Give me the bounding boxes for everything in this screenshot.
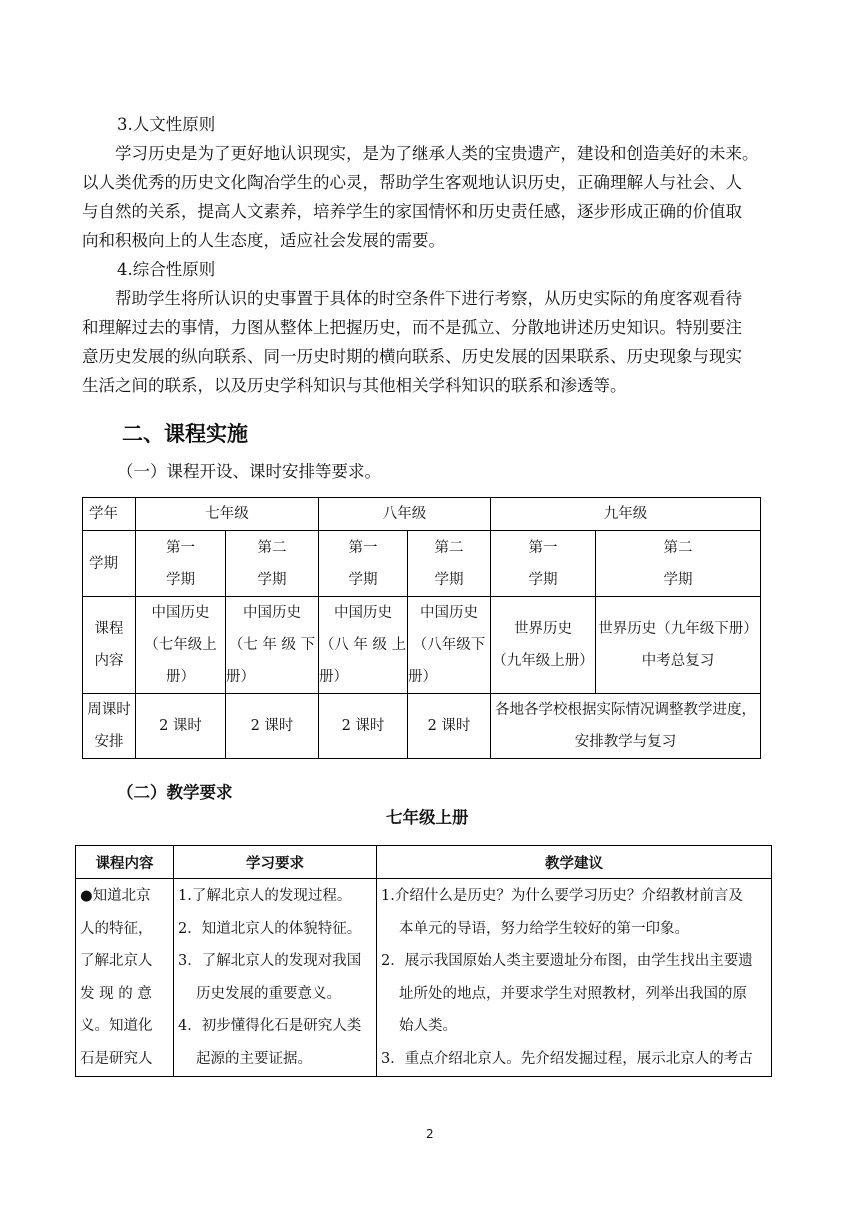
content-line: （八年级下 <box>412 637 486 653</box>
principle-4-heading: 4.综合性原则 <box>117 260 216 279</box>
requirement-item: 4．初步懂得化石是研究人类 <box>178 1018 362 1034</box>
content-line: 中国历史 <box>151 605 210 621</box>
hours-label-line: 安排 <box>94 734 124 750</box>
term-line: 第一 <box>348 539 378 556</box>
term-cell <box>491 531 596 597</box>
hours-cell: 2 课时 <box>136 694 226 759</box>
header-content: 课程内容 <box>76 846 174 879</box>
subsection-1-title: （一）课程开设、课时安排等要求。 <box>117 462 381 481</box>
content-line: 中国历史 <box>420 605 478 621</box>
content-line: 发 现 的 意 <box>80 985 152 1002</box>
suggestion-item-cont: 址所处的地点，并要求学生对照教材，列举出我国的原 <box>399 985 747 1002</box>
content-cell <box>491 597 596 694</box>
principle-3-line: 与自然的关系，提高人文素养，培养学生的家国情怀和历史责任感，逐步形成正确的价值取 <box>82 202 742 221</box>
requirement-item-cont: 起源的主要证据。 <box>196 1050 312 1067</box>
suggestion-item: 1.介绍什么是历史？为什么要学习历史？介绍教材前言及 <box>381 888 743 904</box>
content-line: （七 年 级 下 <box>228 637 316 653</box>
content-line: 世界历史 <box>514 621 572 637</box>
schedule-table <box>82 497 761 759</box>
term-line: 学期 <box>166 571 195 588</box>
hours-label-line: 周课时 <box>87 702 131 718</box>
requirement-item: 3．了解北京人的发现对我国 <box>178 953 362 969</box>
content-cell <box>226 597 319 694</box>
content-line: 世界历史（九年级下册） <box>598 621 758 637</box>
content-line: ●知道北京 <box>80 888 151 904</box>
grade9-note-line: 各地各学校根据实际情况调整教学进度， <box>495 702 756 718</box>
header-suggestions: 教学建议 <box>377 846 772 879</box>
content-line: 中国历史 <box>334 605 392 621</box>
principle-3-body <box>82 139 782 255</box>
requirements-cell <box>174 879 377 1077</box>
hours-cell: 2 课时 <box>408 694 491 759</box>
content-line: 石是研究人 <box>80 1050 153 1067</box>
table-row <box>83 498 761 531</box>
grade-9-cell: 九年级 <box>491 498 761 531</box>
suggestion-item-cont: 本单元的导语，努力给学生较好的第一印象。 <box>399 920 689 937</box>
principle-3-line: 学习历史是为了更好地认识现实，是为了继承人类的宝贵遗产，建设和创造美好的未来。 <box>115 144 759 163</box>
requirement-item: 1.了解北京人的发现过程。 <box>178 888 352 904</box>
content-line: 义。知道化 <box>80 1018 153 1034</box>
content-line: 册） <box>319 669 348 685</box>
subsection-2-title: （二）教学要求 <box>117 783 233 802</box>
suggestion-item: 3．重点介绍北京人。先介绍发掘过程，展示北京人的考古 <box>381 1050 753 1067</box>
principle-4-line: 生活之间的联系，以及历史学科知识与其他相关学科知识的联系和渗透等。 <box>82 376 627 395</box>
content-line: 册） <box>408 669 437 685</box>
principle-4-line: 和理解过去的事情，力图从整体上把握历史，而不是孤立、分散地讲述历史知识。特别要注 <box>82 318 742 337</box>
term-line: 第二 <box>257 539 287 556</box>
term-cell <box>226 531 319 597</box>
term-label-cell: 学期 <box>83 531 136 597</box>
term-line: 第二 <box>663 539 693 556</box>
table-row <box>83 694 761 759</box>
table-header-row <box>76 846 772 879</box>
teaching-table <box>75 845 772 1077</box>
term-line: 第一 <box>166 539 195 556</box>
principle-4-line: 帮助学生将所认识的史事置于具体的时空条件下进行考察，从历史实际的角度客观看待 <box>115 289 742 308</box>
principle-3-line: 以人类优秀的历史文化陶冶学生的心灵，帮助学生客观地认识历史，正确理解人与社会、人 <box>82 173 742 192</box>
term-cell <box>596 531 761 597</box>
requirement-item-cont: 历史发展的重要意义。 <box>196 985 341 1002</box>
content-line: 中国历史 <box>243 605 301 621</box>
term-line: 学期 <box>257 571 287 588</box>
suggestions-cell <box>377 879 772 1077</box>
suggestion-item-cont: 始人类。 <box>399 1018 457 1034</box>
hours-label-cell <box>83 694 136 759</box>
suggestion-item: 2．展示我国原始人类主要遗址分布图，由学生找出主要遗 <box>381 953 753 969</box>
principle-4-line: 意历史发展的纵向联系、同一历史时期的横向联系、历史发展的因果联系、历史现象与现实 <box>82 347 742 366</box>
content-label-line: 课程 <box>94 621 124 637</box>
grade-8-cell: 八年级 <box>319 498 491 531</box>
content-line: （七年级上 <box>144 637 217 653</box>
grade9-note-line: 安排教学与复习 <box>574 734 677 750</box>
section-title: 二、课程实施 <box>122 422 248 446</box>
content-cell <box>408 597 491 694</box>
principle-3-heading: 3.人文性原则 <box>117 115 216 134</box>
content-line: 册） <box>226 669 255 685</box>
content-line: 了解北京人 <box>80 953 153 969</box>
hours-cell: 2 课时 <box>319 694 408 759</box>
content-line: 册） <box>166 669 195 685</box>
year-label-cell: 学年 <box>83 498 136 531</box>
term-cell <box>136 531 226 597</box>
term-line: 学期 <box>348 571 378 588</box>
content-cell <box>76 879 174 1077</box>
content-cell <box>319 597 408 694</box>
content-line: （九年级上册） <box>492 653 594 669</box>
principle-4-body <box>82 284 782 400</box>
content-line: 人的特征， <box>80 920 153 937</box>
table-2-title: 七年级上册 <box>386 808 469 827</box>
term-line: 学期 <box>528 571 558 588</box>
content-label-line: 内容 <box>94 653 124 669</box>
grade-7-cell: 七年级 <box>136 498 319 531</box>
requirement-item: 2．知道北京人的体貌特征。 <box>178 920 362 937</box>
principle-3-line: 向和积极向上的人生态度，适应社会发展的需要。 <box>82 231 445 250</box>
table-row <box>83 531 761 597</box>
content-cell <box>136 597 226 694</box>
table-row <box>83 597 761 694</box>
term-line: 学期 <box>434 571 464 588</box>
grade9-note-cell <box>491 694 761 759</box>
content-label-cell <box>83 597 136 694</box>
content-line: 中考总复习 <box>641 653 715 669</box>
table-row <box>76 879 772 1077</box>
term-cell <box>319 531 408 597</box>
page-number: 2 <box>426 1127 434 1141</box>
header-requirements: 学习要求 <box>174 846 377 879</box>
term-line: 学期 <box>663 571 693 588</box>
hours-cell: 2 课时 <box>226 694 319 759</box>
term-cell <box>408 531 491 597</box>
term-line: 第二 <box>434 539 464 556</box>
content-line: （八 年 级 上 <box>319 637 407 653</box>
content-cell <box>596 597 761 694</box>
term-line: 第一 <box>528 539 558 556</box>
